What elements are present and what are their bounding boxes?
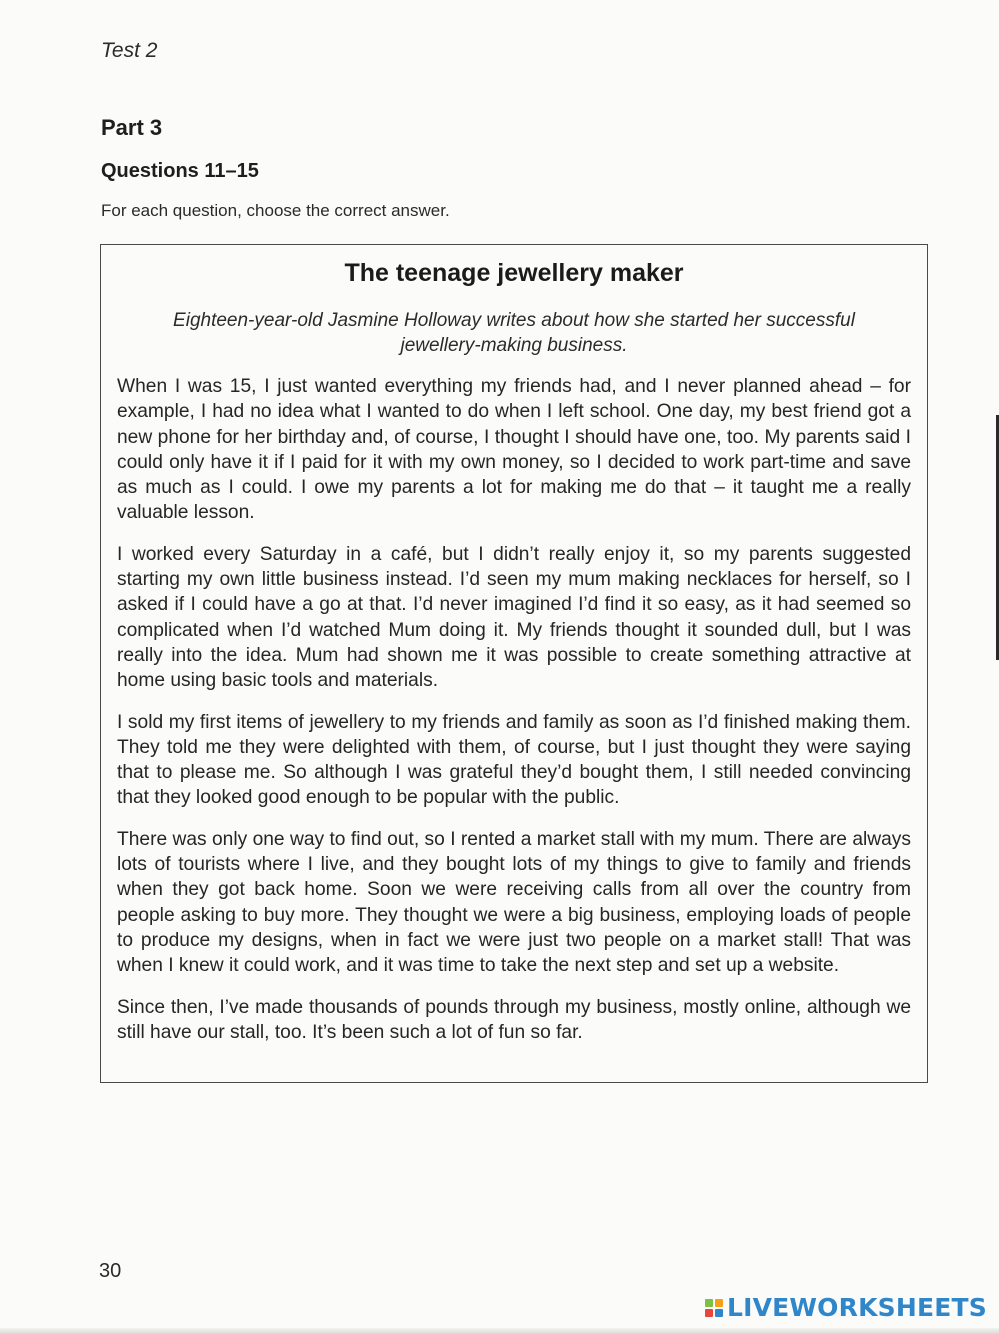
part-title: Part 3 [101,115,163,140]
page-bottom-shade [0,1328,999,1334]
article-paragraph-1: When I was 15, I just wanted everything my friends had, and I never planned ahead – for example, I had no idea what I wanted to do when I left school. One day, my best friend got a new phone for her birthday and, of course, I thought I should have one, too. My parents said I could only have it if I paid for it with my own money, so I decided to work part-time and save as much as I could. I owe my parents a lot for making me do that – it taught me a really valuable lesson. [117,376,911,524]
logo-square-blue [715,1309,723,1317]
questions-title: Questions 11–15 [101,160,259,182]
liveworksheets-logo-icon [705,1299,723,1317]
article-title: The teenage jewellery maker [344,259,684,287]
article-subtitle: Eighteen-year-old Jasmine Holloway writes about how she started her successful jewellery-making business. [173,310,855,356]
article-paragraph-5: Since then, I’ve made thousands of pounds through my business, mostly online, although we still have our stall, too. It’s been such a lot of fun so far. [117,996,911,1043]
liveworksheets-watermark[interactable] [705,1293,987,1322]
logo-square-red [705,1309,713,1317]
logo-square-green [705,1299,713,1307]
test-label: Test 2 [101,39,158,62]
logo-square-orange [715,1299,723,1307]
article-box [100,244,928,1083]
article-paragraph-3: I sold my first items of jewellery to my friends and family as soon as I’d finished making them. They told me they were delighted with them, of course, but I just thought they were saying that to please me. So although I was grateful they’d bought them, I still needed convincing that they looked good enough to be popular with the public. [117,711,911,809]
article-paragraph-4: There was only one way to find out, so I rented a market stall with my mum. There are always lots of tourists where I live, and they bought lots of my things to give to family and friends when they got back home. Soon we were receiving calls from all over the country from people asking to buy more. They thought we were a big business, employing loads of people to produce my designs, when in fact we were just two people on a market stall! That was when I knew it could work, and it was time to take the next step and set up a website. [117,828,911,977]
watermark-text: LIVEWORKSHEETS [726,1293,987,1322]
page-number: 30 [99,1260,122,1282]
instructions-text: For each question, choose the correct answer. [101,201,450,220]
article-paragraph-2: I worked every Saturday in a café, but I didn’t really enjoy it, so my parents suggested starting my own little business instead. I’d seen my mum making necklaces for herself, so I asked if I could have a go at that. I’d never imagined I’d find it so easy, as it had seemed so complicated when I’d watched Mum doing it. My friends thought it sounded dull, but I was really into the idea. Mum had shown me it was possible to create something attractive at home using basic tools and materials. [117,543,911,692]
